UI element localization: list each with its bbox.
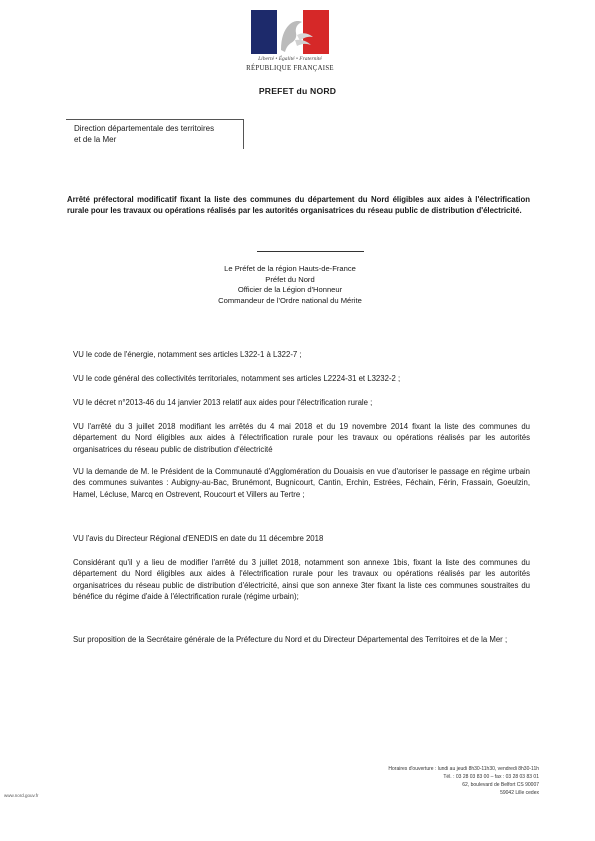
vu-paragraph: VU l'arrêté du 3 juillet 2018 modifiant les arrêtés du 4 mai 2018 et du 19 novembre 2014 fixant la liste des communes du département du Nord éligibles aux aides à l'électrification rurale pour les travaux ou opérations réalisés par les autorités organisatrices du réseau public de distribution d'électricité <box>73 422 530 454</box>
vu-paragraph: VU le code général des collectivités territoriales, notamment ses articles L2224-31 et L3232-2 ; <box>73 374 401 383</box>
direction-line: Direction départementale des territoires <box>74 124 215 133</box>
signatory-line: Officier de la Légion d'Honneur <box>237 285 343 295</box>
footer-line: 59042 Lille cedex <box>500 790 539 796</box>
republique-francaise-logo <box>238 8 342 80</box>
vu-paragraph: VU le décret n°2013-46 du 14 janvier 2013 relatif aux aides pour l'électrification rurale ; <box>73 398 373 407</box>
direction-line: et de la Mer <box>74 135 117 144</box>
signatory-line: Préfet du Nord <box>265 274 315 284</box>
signatory-line: Commandeur de l'Ordre national du Mérite <box>218 295 362 305</box>
republic-motto: Liberté • Égalité • Fraternité <box>258 56 322 62</box>
direction-box <box>66 119 244 149</box>
signatory-line: Le Préfet de la région Hauts-de-France <box>224 264 356 273</box>
republic-name: RÉPUBLIQUE FRANÇAISE <box>246 65 334 72</box>
footer-line: Horaires d'ouverture : lundi au jeudi 8h30-11h30, vendredi 8h30-11h <box>388 766 539 772</box>
footer-line: 62, boulevard de Belfort CS 90007 <box>462 782 539 788</box>
arrete-title: Arrêté préfectoral modificatif fixant la liste des communes du département du Nord éligibles aux aides à l'électrification rurale pour les travaux ou opérations réalisés par les autorités organisatrices du réseau public de distribution d'électricité. <box>67 195 530 216</box>
footer-contact <box>279 765 539 797</box>
vu-paragraph: VU l'avis du Directeur Régional d'ENEDIS en date du 11 décembre 2018 <box>73 534 324 543</box>
footer-line: Tél. : 03 28 03 83 00 – fax : 03 28 03 83 01 <box>443 774 539 780</box>
proposition-paragraph: Sur proposition de la Secrétaire générale de la Préfecture du Nord et du Directeur Départemental des Territoires et de la Mer ; <box>73 635 508 644</box>
prefet-title: PREFET du NORD <box>258 86 337 96</box>
signatory-block <box>160 264 420 306</box>
margin-note: www.nord.gouv.fr <box>4 793 39 798</box>
vu-paragraph: VU le code de l'énergie, notamment ses articles L322-1 à L322-7 ; <box>73 350 302 359</box>
considerant-paragraph: Considérant qu'il y a lieu de modifier l'arrêté du 3 juillet 2018, notamment son annexe 1bis, fixant la liste des communes du département du Nord éligibles aux aides à l'électrification rurale pour les travaux ou opérations réalisés par les autorités organisatrices du réseau public de distribution d'électricité, ainsi que son annexe 3ter fixant la liste ces communes soustraites du bénéfice du régime d'aide à l'électrification rurale (régime urbain); <box>73 558 530 601</box>
separator-line <box>257 251 364 252</box>
vu-paragraph: VU la demande de M. le Président de la Communauté d'Agglomération du Douaisis en vue d'autoriser le passage en régime urbain des communes suivantes : Aubigny-au-Bac, Brunémont, Bugnicourt, Cantin, Erchin, Estrées, Féchain, Férin, Frassain, Goeulzin, Hamel, Lécluse, Marcq en Ostrevent, Roucourt et Villers au Tertre ; <box>73 467 530 499</box>
marianne-logo-icon <box>251 10 329 54</box>
